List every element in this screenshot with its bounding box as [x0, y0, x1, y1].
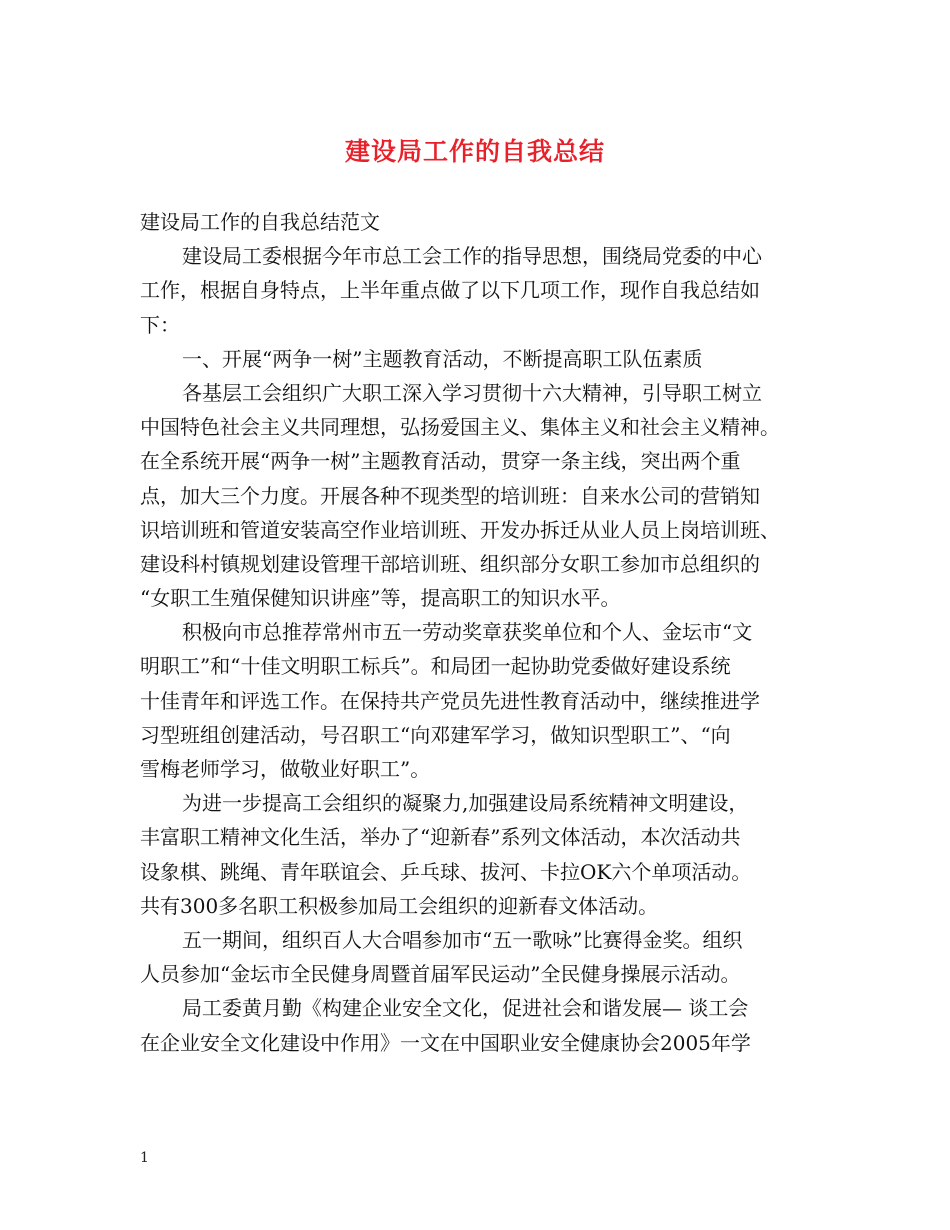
body-line: 一、开展“两争一树”主题教育活动，不断提高职工队伍素质 — [182, 346, 703, 371]
body-line: 建设局工委根据今年市总工会工作的指导思想，围绕局党委的中心 — [182, 244, 762, 269]
body-line: 各基层工会组织广大职工深入学习贯彻十六大精神，引导职工树立 — [182, 380, 762, 405]
body-line: “女职工生殖保健知识讲座”等，提高职工的知识水平。 — [140, 586, 621, 611]
body-line: 雪梅老师学习，做敬业好职工”。 — [140, 757, 431, 781]
body-line: 五一期间，组织百人大合唱参加市“五一歌咏”比赛得金奖。组织 — [182, 927, 743, 952]
body-line: 点，加大三个力度。开展各种不现类型的培训班：自来水公司的营销知 — [140, 483, 760, 508]
page-number: 1 — [140, 1150, 149, 1166]
document-title: 建设局工作的自我总结 — [344, 137, 605, 166]
body-line: 下： — [140, 312, 180, 337]
body-line: 丰富职工精神文化生活，举办了“迎新春”系列文体活动，本次活动共 — [140, 825, 741, 850]
document-body — [140, 205, 830, 1060]
body-line: 明职工”和“十佳文明职工标兵”。和局团一起协助党委做好建设系统 — [140, 654, 731, 679]
body-line: 积极向市总推荐常州市五一劳动奖章获奖单位和个人、金坛市“文 — [182, 620, 753, 645]
body-line: 人员参加“金坛市全民健身周暨首届军民运动”全民健身操展示活动。 — [140, 962, 741, 987]
body-line: 在全系统开展“两争一树”主题教育活动，贯穿一条主线，突出两个重 — [140, 449, 741, 474]
body-line: 工作，根据自身特点，上半年重点做了以下几项工作，现作自我总结如 — [140, 278, 760, 303]
body-line: 识培训班和管道安装高空作业培训班、开发办拆迁从业人员上岗培训班、 — [140, 517, 780, 542]
body-line: 在企业安全文化建设中作用》一文在中国职业安全健康协会2005年学 — [140, 1030, 751, 1055]
body-line: 共有300多名职工积极参加局工会组织的迎新春文体活动。 — [140, 893, 659, 918]
body-line: 建设科村镇规划建设管理干部培训班、组织部分女职工参加市总组织的 — [140, 551, 760, 576]
body-line: 习型班组创建活动，号召职工“向邓建军学习，做知识型职工”、“向 — [140, 722, 731, 747]
body-line: 为进一步提高工会组织的凝聚力,加强建设局系统精神文明建设， — [182, 791, 749, 816]
body-line: 局工委黄月勤《构建企业安全文化，促进社会和谐发展— 谈工会 — [182, 996, 749, 1021]
body-line: 中国特色社会主义共同理想，弘扬爱国主义、集体主义和社会主义精神。 — [140, 415, 780, 440]
body-line: 十佳青年和评选工作。在保持共产党员先进性教育活动中，继续推进学 — [140, 688, 760, 713]
body-line: 设象棋、跳绳、青年联谊会、乒乓球、拔河、卡拉OK六个单项活动。 — [140, 859, 752, 884]
body-line: 建设局工作的自我总结范文 — [140, 210, 380, 234]
